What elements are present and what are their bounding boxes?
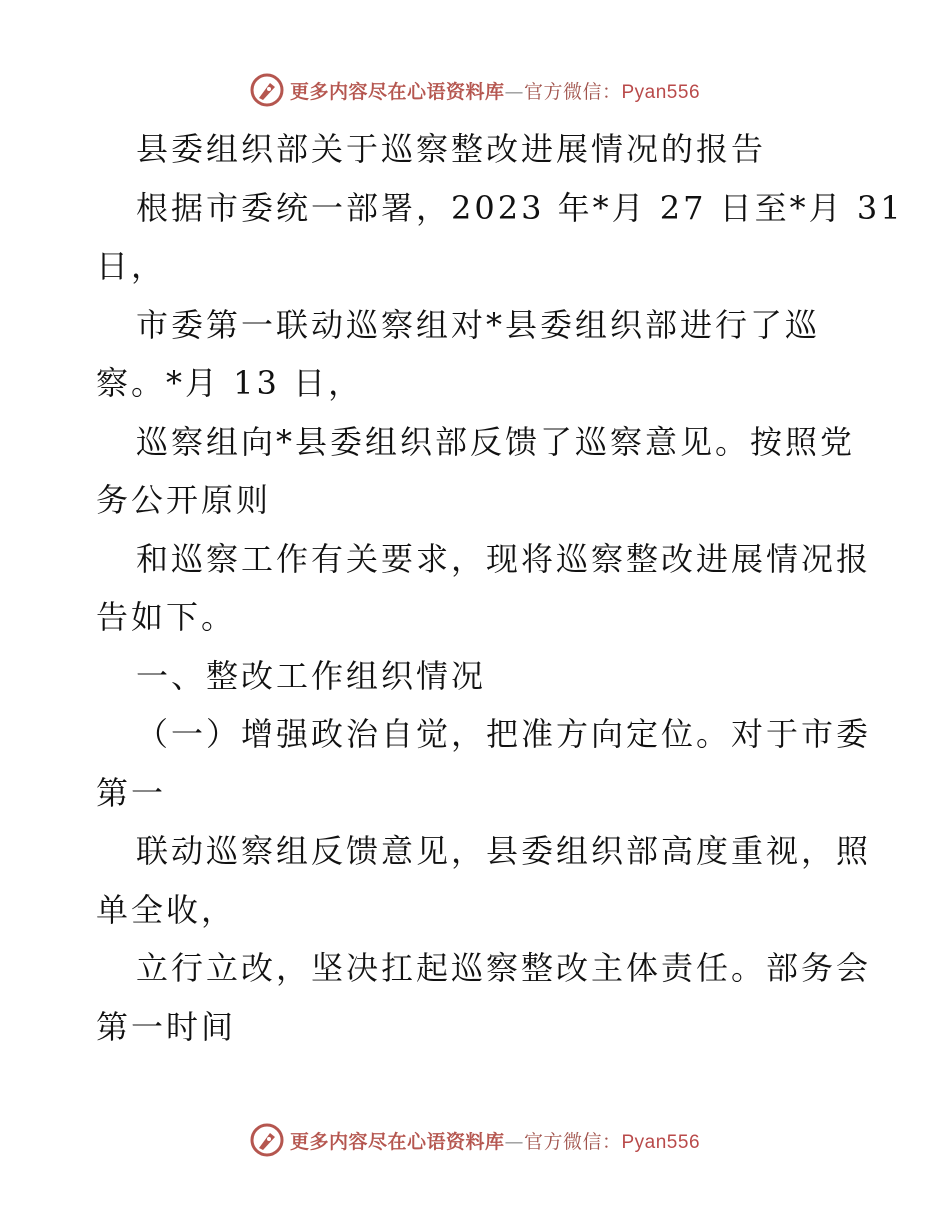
subsection-heading: （一）增强政治自觉，把准方向定位。对于市委: [136, 715, 872, 753]
pen-nib-logo-icon: [250, 73, 284, 107]
watermark-text: 更多内容尽在心语资料库—官方微信：Pyan556: [289, 1130, 701, 1153]
watermark-text: 更多内容尽在心语资料库—官方微信：Pyan556: [289, 80, 701, 103]
header-watermark: [0, 70, 950, 110]
paragraph-line: 第一: [96, 773, 167, 812]
paragraph-line: 第一时间: [96, 1007, 237, 1046]
paragraph-line: 立行立改，坚决扛起巡察整改主体责任。部务会: [136, 949, 872, 987]
paragraph-line: 巡察组向*县委组织部反馈了巡察意见。按照党: [136, 422, 856, 461]
paragraph-line: 日，: [96, 247, 167, 285]
paragraph-line: 市委第一联动巡察组对*县委组织部进行了巡: [136, 305, 821, 344]
footer-watermark: [0, 1120, 950, 1160]
paragraph-line: 和巡察工作有关要求，现将巡察整改进展情况报: [136, 539, 872, 578]
paragraph-line: 单全收，: [96, 890, 237, 929]
pen-nib-logo-icon: [250, 1123, 284, 1157]
section-heading: 一、整改工作组织情况: [136, 656, 487, 695]
paragraph-line: 告如下。: [96, 598, 237, 636]
paragraph-line: 根据市委统一部署，2023 年*月 27 日至*月 31: [136, 188, 904, 227]
paragraph-line: 务公开原则: [96, 481, 272, 519]
document-body: [96, 120, 904, 1056]
paragraph-line: 联动巡察组反馈意见，县委组织部高度重视，照: [136, 832, 872, 870]
paragraph-line: 察。*月 13 日，: [96, 364, 364, 402]
document-title: 县委组织部关于巡察整改进展情况的报告: [136, 130, 767, 168]
